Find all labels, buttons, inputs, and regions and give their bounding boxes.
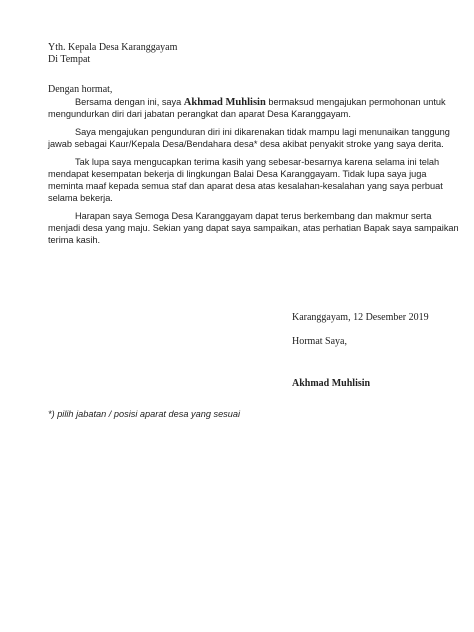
paragraph-2-line-1: Saya mengajukan pengunduran diri ini dikarenakan tidak mampu lagi menunaikan tanggung xyxy=(75,127,450,137)
paragraph-3-line-4: selama bekerja. xyxy=(48,193,113,203)
recipient-line-2: Di Tempat xyxy=(48,54,91,65)
greeting: Dengan hormat, xyxy=(48,84,113,95)
paragraph-2-line-2: jawab sebagai Kaur/Kepala Desa/Bendahara desa* desa akibat penyakit stroke yang saya derita. xyxy=(48,139,444,149)
paragraph-1-line-2: mengundurkan diri dari jabatan perangkat dan aparat Desa Karanggayam. xyxy=(48,109,351,119)
paragraph-4-line-2: menjadi desa yang maju. Sekian yang dapat saya sampaikan, atas perhatian Bapak saya sampaikan xyxy=(48,223,459,233)
paragraph-1-intro: Bersama dengan ini, saya xyxy=(75,97,184,107)
paragraph-3-line-3: meminta maaf kepada semua staf dan aparat desa atas kesalahan-kesalahan yang saya perbuat xyxy=(48,181,443,191)
place-and-date: Karanggayam, 12 Desember 2019 xyxy=(292,312,429,323)
signer-name: Akhmad Muhlisin xyxy=(292,378,371,389)
applicant-name: Akhmad Muhlisin xyxy=(183,97,266,108)
paragraph-4-line-3: terima kasih. xyxy=(48,235,101,245)
paragraph-4-line-1: Harapan saya Semoga Desa Karanggayam dapat terus berkembang dan makmur serta xyxy=(75,211,432,221)
paragraph-1-rest: bermaksud mengajukan permohonan untuk xyxy=(265,97,446,107)
paragraph-3-line-2: mendapat kesempatan bekerja di lingkungan Balai Desa Karanggayam. Tidak lupa saya juga xyxy=(48,169,427,179)
recipient-line-1: Yth. Kepala Desa Karanggayam xyxy=(48,42,178,53)
footnote: *) pilih jabatan / posisi aparat desa yang sesuai xyxy=(48,409,241,419)
paragraph-3-line-1: Tak lupa saya mengucapkan terima kasih yang sebesar-besarnya karena selama ini telah xyxy=(75,157,440,167)
closing-salutation: Hormat Saya, xyxy=(292,336,347,347)
